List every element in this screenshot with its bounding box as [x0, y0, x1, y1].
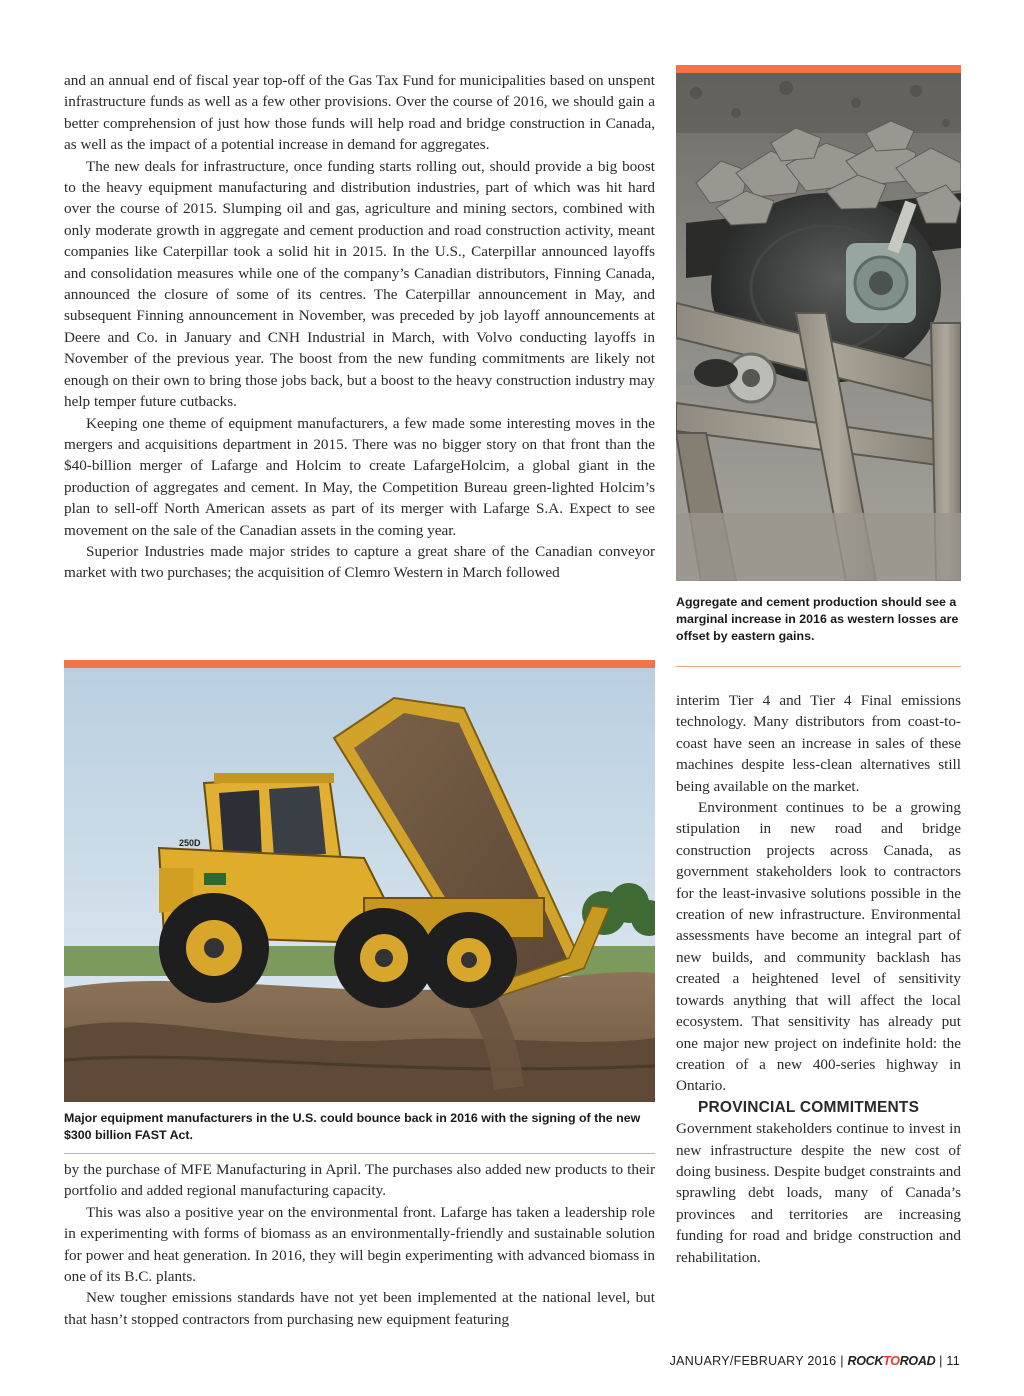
paragraph: Superior Industries made major strides to capture a great share of the Canadian conveyor market with two purchases; the acquisition of Clemro Western in March followed: [64, 542, 655, 582]
paragraph: This was also a positive year on the environmental front. Lafarge has taken a leadership role in experimenting with forms of biomass as an environmentally-friendly and sustainable solution for power and heat generation. In 2016, they will begin experimenting with advanced biomass in one of its B.C. plants.: [64, 1203, 655, 1286]
page-footer: [670, 1354, 960, 1368]
dump-truck-photo-caption: Major equipment manufacturers in the U.S. could bounce back in 2016 with the signing of the new $300 billion FAST Act.: [64, 1111, 641, 1142]
issue-date: JANUARY/FEBRUARY 2016: [669, 1354, 837, 1368]
caption-divider: [64, 1153, 655, 1154]
photo-top-rule: [676, 65, 961, 73]
paragraph: Government stakeholders continue to invest in new infrastructure despite the new cost of doing business. Despite budget constraints and sprawling debt loads, many of Canada’s provinces and territories are increasing funding for road and bridge construction and rehabilitation.: [676, 1120, 961, 1266]
dump-truck-photo: [64, 668, 655, 1102]
truck-model-label: 250D: [179, 838, 201, 848]
paragraph: interim Tier 4 and Tier 4 Final emissions technology. Many distributors from coast-to-coast have seen an increase in sales of these machines despite less-clean alternatives still being available on the market.: [676, 692, 961, 795]
section-heading: PROVINCIAL COMMITMENTS: [698, 1098, 920, 1116]
caption-divider: [676, 666, 961, 667]
paragraph: Keeping one theme of equipment manufacturers, a few made some interesting moves in the mergers and acquisitions department in 2015. There was no bigger story on that front than the $40-billion merger of Lafarge and Holcim to create LafargeHolcim, a global giant in the production of aggregates and cement. In May, the Competition Bureau green-lighted Holcim’s plan to sell-off North American assets as part of its merger with Lafarge S.A. Expect to see movement on the sale of the Canadian assets in the coming year.: [64, 414, 655, 539]
conveyor-photo: [676, 73, 961, 581]
paragraph: and an annual end of fiscal year top-off of the Gas Tax Fund for municipalities based on unspent infrastructure funds as well as a few other provisions. Over the course of 2016, we should gain a better comprehension of just how those funds will help road and bridge construction in Canada, as well as the impact of a potential increase in demand for aggregates.: [64, 72, 655, 154]
conveyor-photo-caption: Aggregate and cement production should see a marginal increase in 2016 as western losses are offset by eastern gains.: [676, 595, 959, 643]
article-column-top: [64, 70, 655, 584]
paragraph: The new deals for infrastructure, once funding starts rolling out, should provide a big boost to the heavy equipment manufacturing and distribution industries, part of which was hit hard over the course of 2015. Slumping oil and gas, agriculture and mining sectors, combined with only moderate growth in aggregate and cement production and road construction activity, meant companies like Caterpillar took a solid hit in 2015. In the U.S., Caterpillar announced layoffs and consolidation measures while one of the company’s Canadian distributors, Finning Canada, announced the closure of some of its centres. The Caterpillar announcement in May, and subsequent Finning announcement in November, was preceded by job layoff announcements at Deere and Co. in January and CNH Industrial in March, with Volvo conducting layoffs in November of the previous year. The boost from the new funding commitments are likely not enough on their own to bring those jobs back, but a boost to the heavy construction industry may help temper future cutbacks.: [64, 157, 655, 411]
paragraph: Environment continues to be a growing stipulation in new road and bridge construction projects across Canada, as government stakeholders look to contractors for the least-invasive solutions possible in the creation of new infrastructure. Environmental assessments have become an integral part of new builds, and community backlash has created a heightened level of sensitivity towards anything that will affect the local ecosystem. That sensitivity has already put one major new project on indefinite hold: the creation of a new 400-series highway in Ontario.: [676, 799, 961, 1095]
magazine-logo: ROCKTOROAD: [847, 1354, 936, 1368]
page-number: 11: [946, 1354, 960, 1368]
photo-bottom-rule: [64, 660, 655, 668]
article-column-bottom: [64, 1159, 655, 1330]
paragraph: New tougher emissions standards have not yet been implemented at the national level, but that hasn’t stopped contractors from purchasing new equipment featuring: [64, 1289, 655, 1328]
paragraph: by the purchase of MFE Manufacturing in April. The purchases also added new products to their portfolio and added regional manufacturing capacity.: [64, 1161, 655, 1200]
article-column-right: [676, 690, 961, 1268]
footer-separator: |: [939, 1354, 943, 1368]
footer-separator: |: [840, 1354, 844, 1368]
